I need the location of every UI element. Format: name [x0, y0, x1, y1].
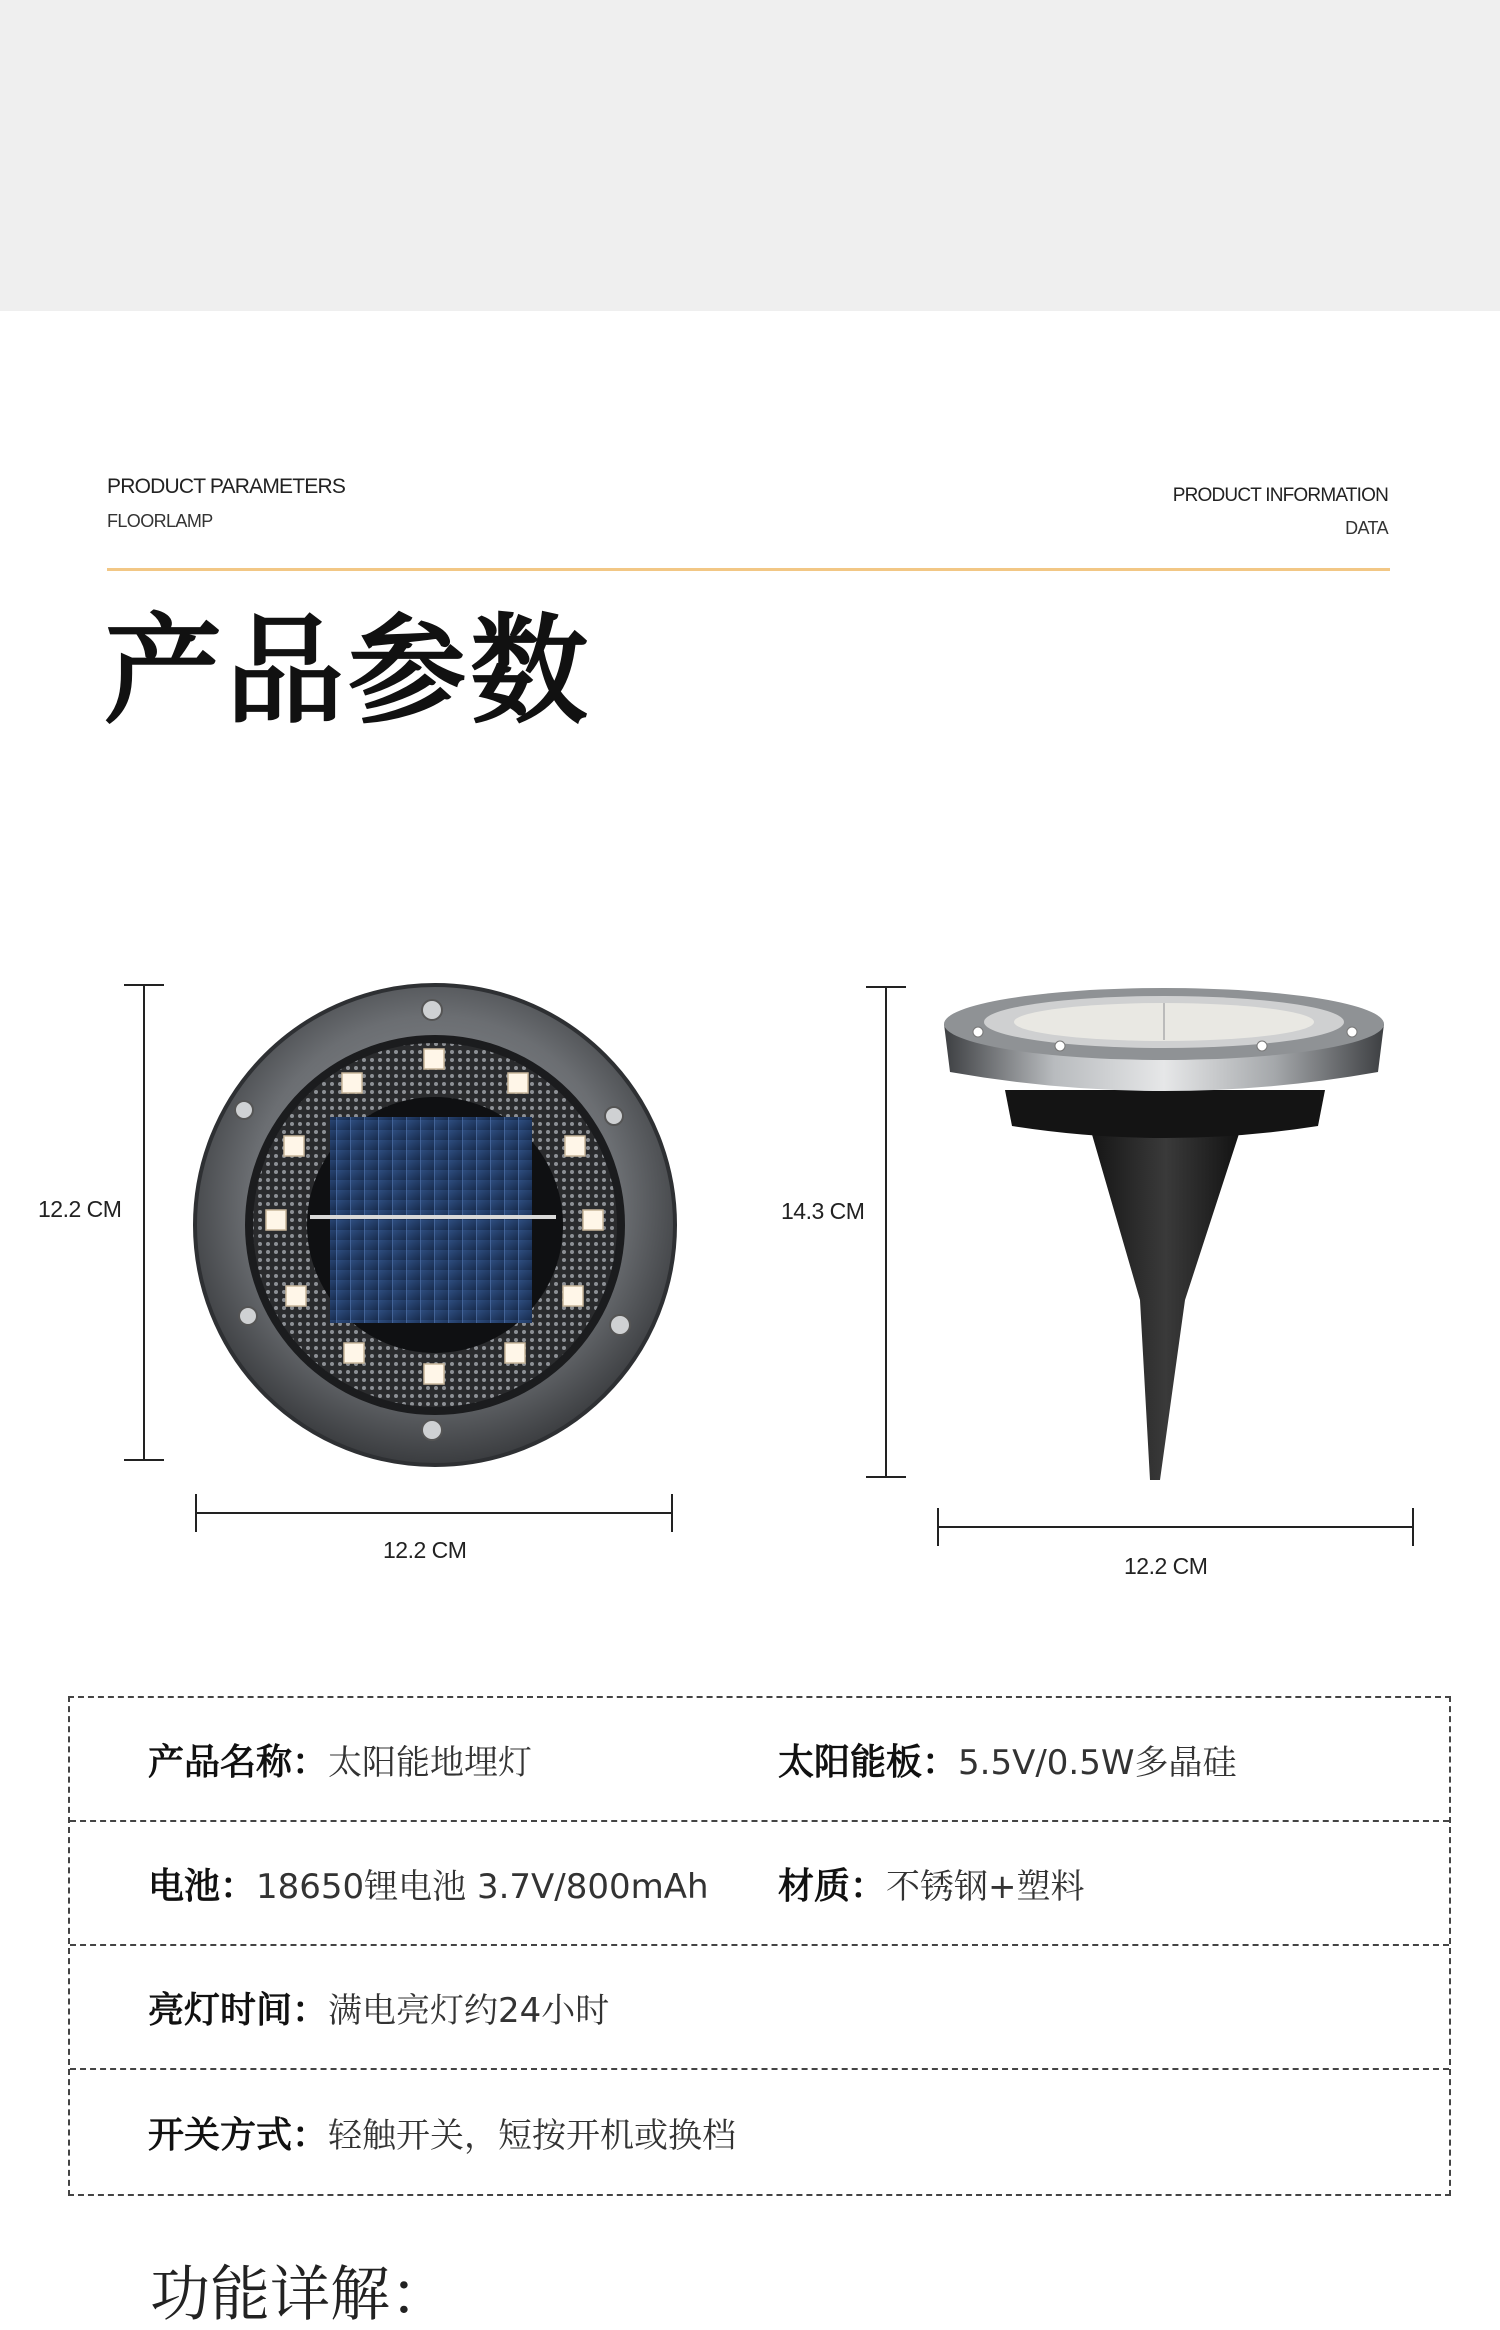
spec-value: 太阳能地埋灯 [328, 1742, 533, 1783]
header-left-line2: FLOORLAMP [107, 511, 213, 531]
spec-value: 轻触开关，短按开机或换档 [328, 2115, 737, 2156]
spec-cell [778, 1734, 1449, 1785]
spec-cell [70, 1734, 778, 1785]
top-view-width-label: 12.2 CM [383, 1537, 467, 1563]
spec-row [70, 1698, 1449, 1822]
side-view-height-dimension [866, 987, 906, 1477]
lamp-side-view [944, 988, 1384, 1480]
side-view-width-dimension [938, 1508, 1413, 1546]
page-title: 产品参数 [104, 602, 593, 740]
spec-label: 电池： [148, 1865, 257, 1907]
spec-cell [70, 1858, 778, 1909]
spec-label: 太阳能板： [778, 1741, 959, 1783]
spec-cell [70, 2107, 778, 2158]
spec-label: 亮灯时间： [148, 1989, 329, 2031]
header-right-line2: DATA [1345, 518, 1388, 538]
side-view-height-label: 14.3 CM [781, 1198, 865, 1224]
header-left-line1: PRODUCT PARAMETERS [107, 475, 346, 498]
spec-label: 开关方式： [148, 2114, 329, 2156]
top-view-height-dimension [124, 985, 164, 1460]
spec-row [70, 1822, 1449, 1946]
side-view-width-label: 12.2 CM [1124, 1553, 1208, 1579]
spec-label: 材质： [778, 1865, 887, 1907]
spec-value: 满电亮灯约24小时 [328, 1990, 610, 2031]
section-title: 功能详解： [150, 2260, 450, 2330]
spec-cell [778, 1858, 1449, 1909]
top-view-width-dimension [196, 1494, 672, 1532]
header-right-line1: PRODUCT INFORMATION [1172, 485, 1388, 506]
spec-value: 18650锂电池 3.7V/800mAh [256, 1866, 709, 1907]
spec-row [70, 2070, 1449, 2194]
spec-value: 5.5V/0.5W多晶硅 [958, 1742, 1237, 1783]
lamp-top-view [195, 985, 675, 1465]
spec-table [68, 1696, 1451, 2196]
spec-value: 不锈钢+塑料 [886, 1866, 1085, 1907]
spec-label: 产品名称： [148, 1741, 329, 1783]
spec-row [70, 1946, 1449, 2070]
spec-cell [70, 1982, 778, 2033]
top-view-height-label: 12.2 CM [38, 1196, 122, 1222]
